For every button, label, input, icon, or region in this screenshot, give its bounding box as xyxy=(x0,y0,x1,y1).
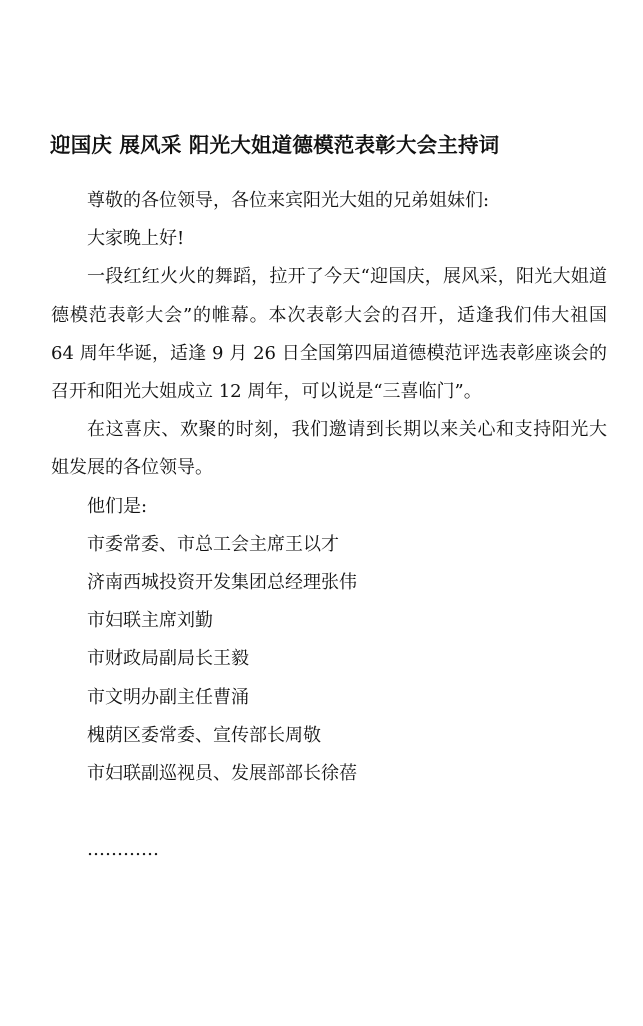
guest-list-item: 市财政局副局长王毅 xyxy=(87,648,249,670)
guest-list-item: 市委常委、市总工会主席王以才 xyxy=(87,533,339,555)
invitation-paragraph: 在这喜庆、欢聚的时刻，我们邀请到长期以来关心和支持阳光大姐发展的各位领导。 xyxy=(51,419,607,479)
document-title: 迎国庆 展风采 阳光大姐道德模范表彰大会主持词 xyxy=(50,133,500,157)
salutation-paragraph: 尊敬的各位领导，各位来宾阳光大姐的兄弟姐妹们: xyxy=(87,190,490,211)
blank-line xyxy=(51,793,607,831)
greeting-paragraph: 大家晚上好! xyxy=(87,228,185,250)
guest-list-item: 市妇联主席刘勤 xyxy=(87,610,213,632)
guest-list-item: 槐荫区委常委、宣传部长周敬 xyxy=(87,724,321,746)
guests-intro-paragraph: 他们是: xyxy=(87,495,148,517)
ellipsis-line: ………… xyxy=(87,839,159,861)
document-body xyxy=(51,182,607,869)
guest-list-item: 市文明办副主任曹涌 xyxy=(87,686,249,708)
guest-list-item: 市妇联副巡视员、发展部部长徐蓓 xyxy=(87,763,357,785)
guest-list-item: 济南西城投资开发集团总经理张伟 xyxy=(87,572,357,594)
opening-paragraph: 一段红红火火的舞蹈，拉开了今天“迎国庆，展风采，阳光大姐道德模范表彰大会”的帷幕。本次表彰大会的召开，适逢我们伟大祖国 64 周年华诞，适逢 9 月 26 日全国第四届道德模范评选表彰座谈会的召开和阳光大姐成立 12 周年，可以说是“三喜临门”。 xyxy=(51,266,607,403)
